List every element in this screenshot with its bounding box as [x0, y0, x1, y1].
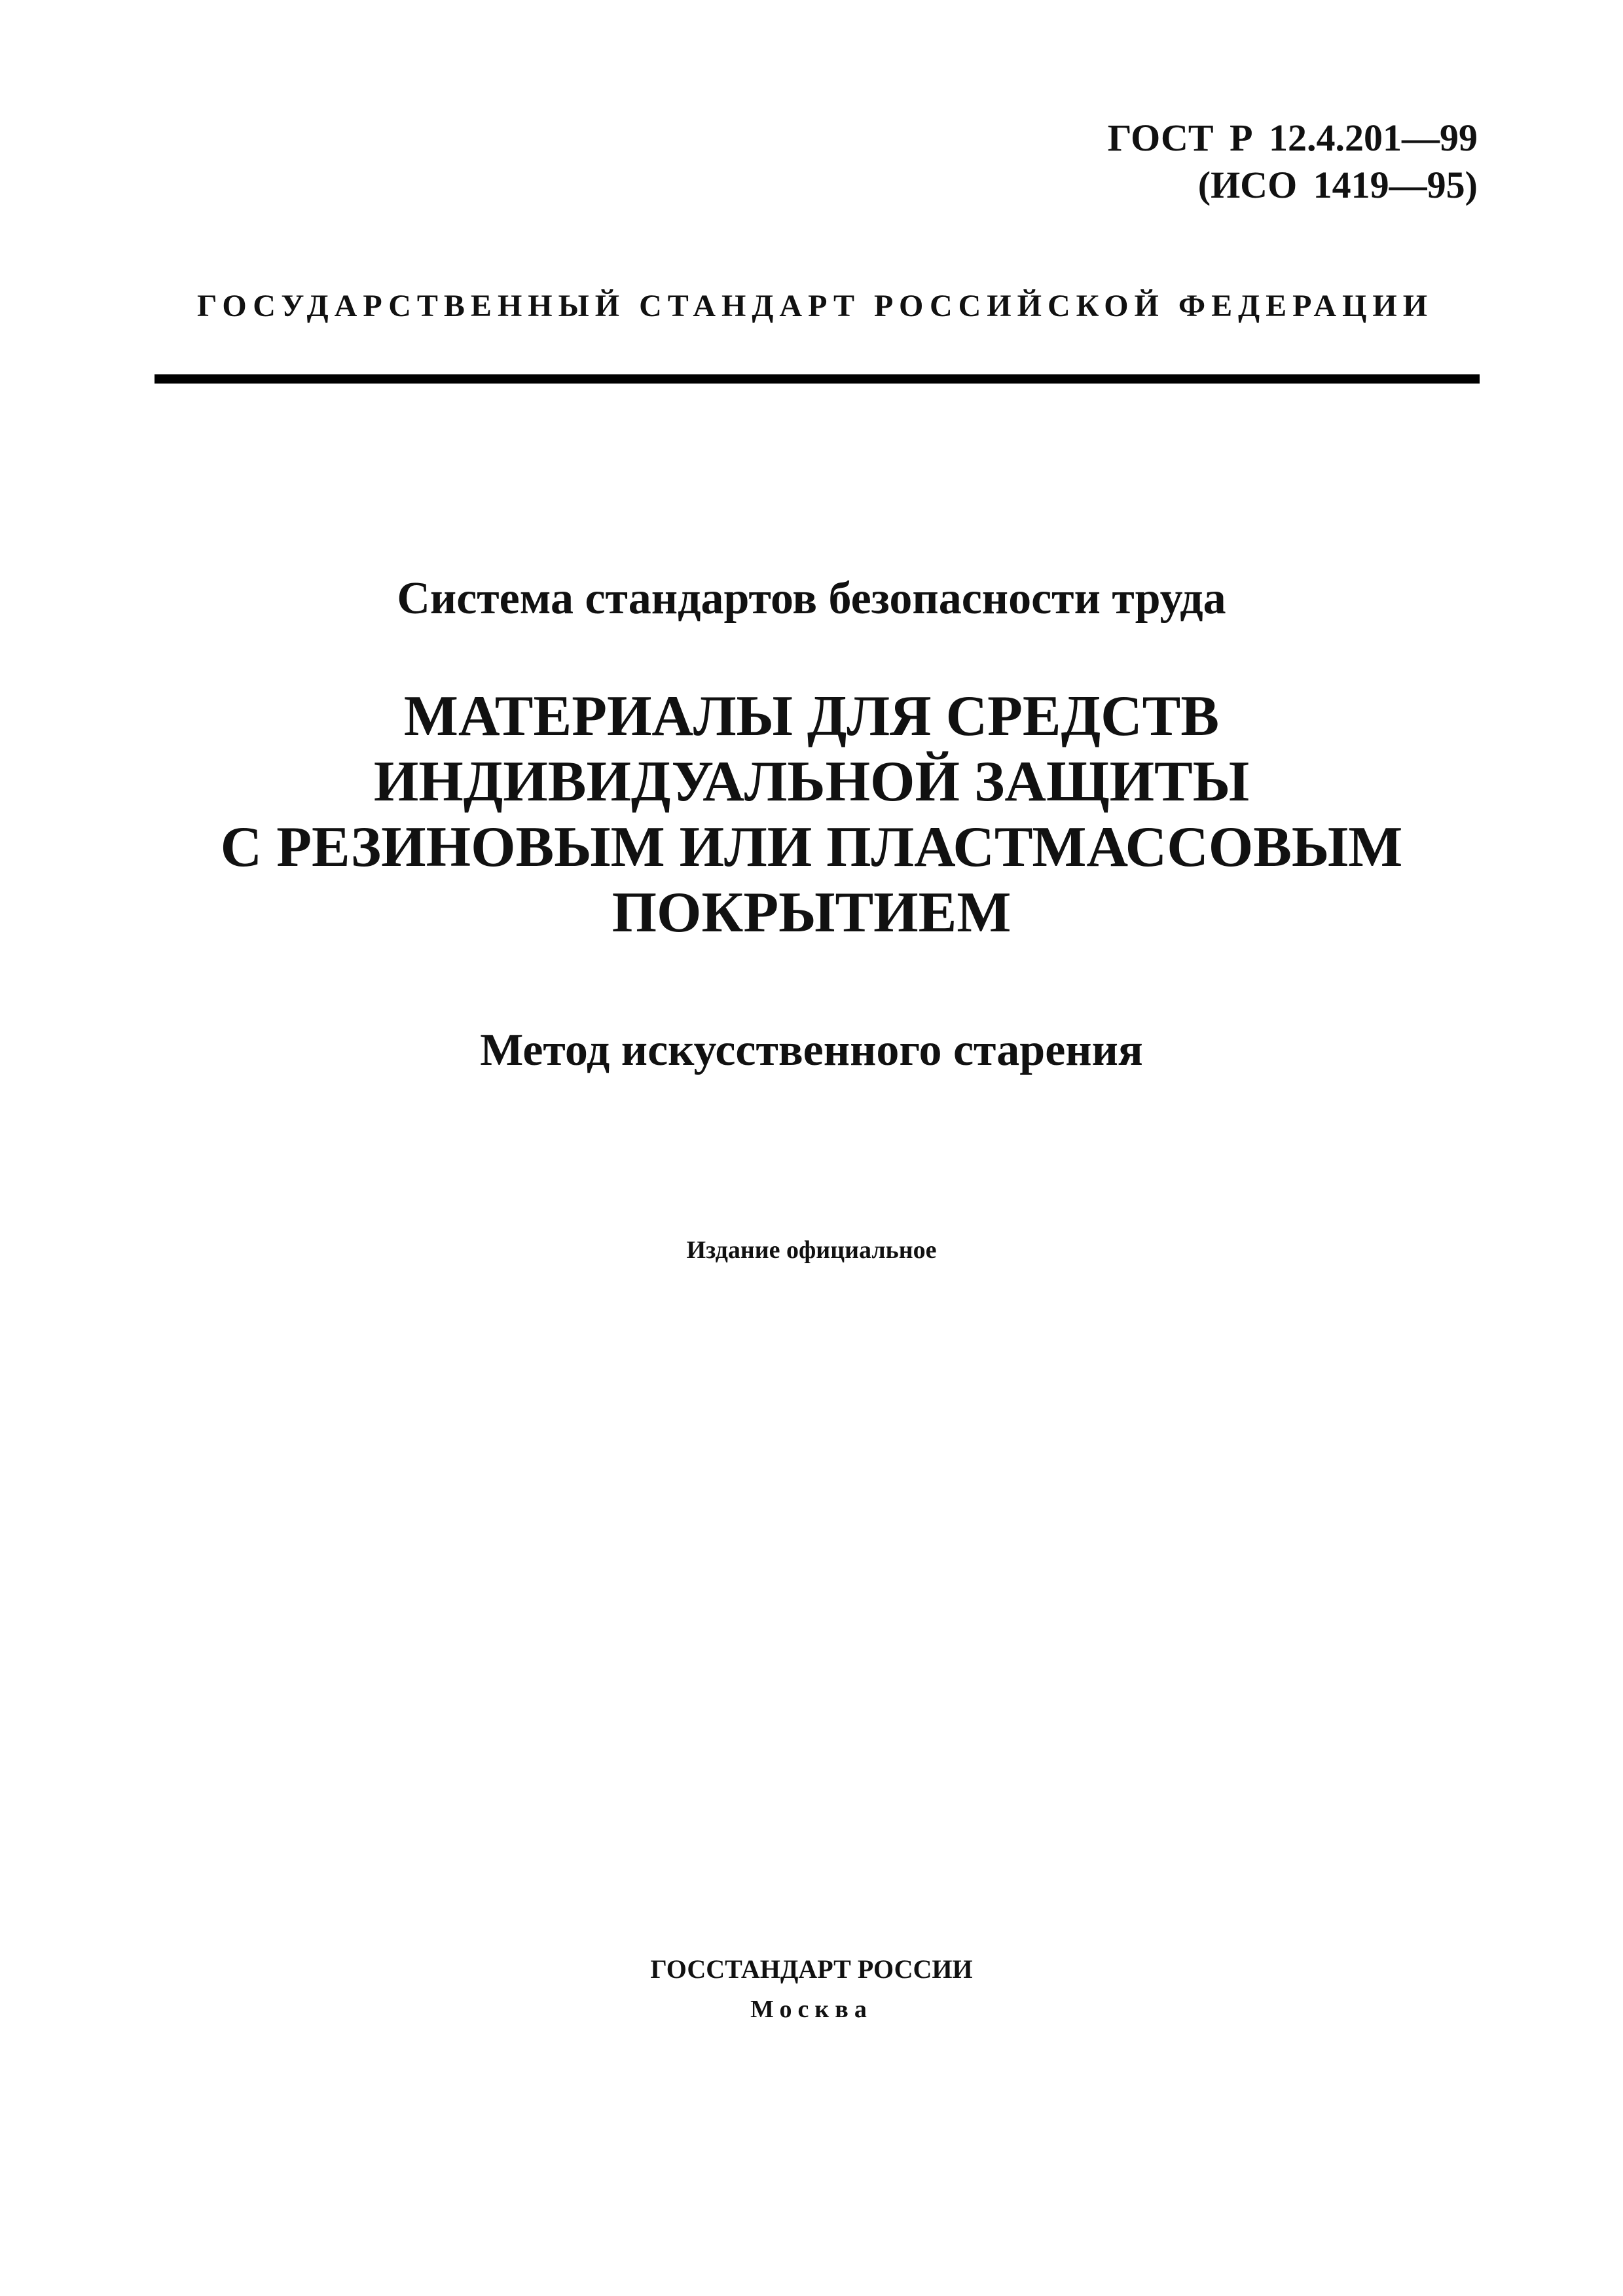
- publication-city: Москва: [750, 1996, 873, 2023]
- publisher-name: ГОССТАНДАРТ РОССИИ: [650, 1954, 973, 1984]
- method-title: Метод искусственного старения: [480, 1025, 1143, 1075]
- header-divider: [155, 374, 1480, 384]
- main-title-line: ИНДИВИДУАЛЬНОЙ ЗАЩИТЫ: [373, 750, 1250, 814]
- main-title-line: С РЕЗИНОВЫМ ИЛИ ПЛАСТМАССОВЫМ: [220, 816, 1403, 879]
- state-standard-banner: ГОСУДАРСТВЕННЫЙ СТАНДАРТ РОССИЙСКОЙ ФЕДЕРАЦИИ: [196, 289, 1434, 323]
- system-title: Система стандартов безопасности труда: [397, 573, 1226, 624]
- main-title-line: МАТЕРИАЛЫ ДЛЯ СРЕДСТВ: [403, 685, 1220, 748]
- document-number: ГОСТ Р 12.4.201—99: [1107, 117, 1478, 159]
- main-title: [0, 684, 1623, 946]
- main-title-line: ПОКРЫТИЕМ: [611, 881, 1012, 944]
- edition-label: Издание официальное: [686, 1236, 937, 1264]
- iso-reference: (ИСО 1419—95): [1197, 164, 1478, 206]
- document-number-block: [1108, 115, 1478, 209]
